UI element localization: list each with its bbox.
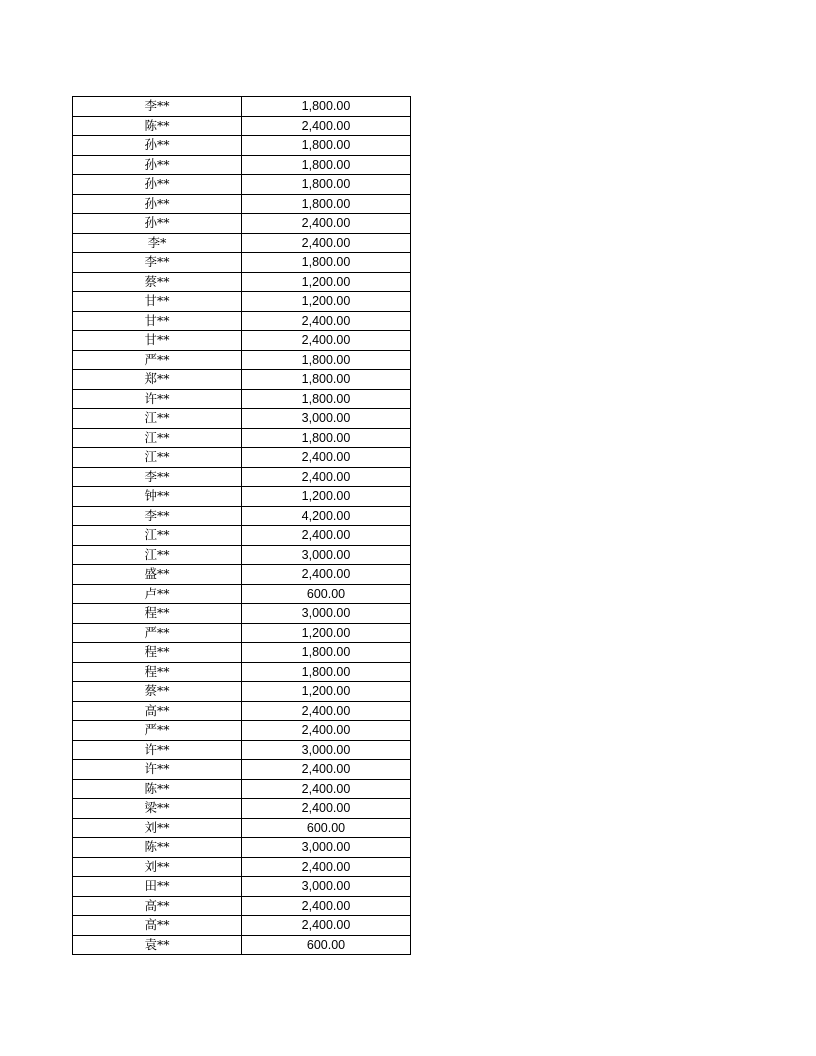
name-cell: 江** xyxy=(73,526,242,546)
table-row xyxy=(73,467,411,487)
name-cell: 钟** xyxy=(73,487,242,507)
amount-cell: 1,800.00 xyxy=(242,175,411,195)
name-cell: 刘** xyxy=(73,818,242,838)
amount-cell: 2,400.00 xyxy=(242,721,411,741)
name-cell: 许** xyxy=(73,389,242,409)
table-row xyxy=(73,487,411,507)
name-cell: 陈** xyxy=(73,779,242,799)
amount-cell: 1,800.00 xyxy=(242,350,411,370)
name-cell: 李* xyxy=(73,233,242,253)
table-row xyxy=(73,701,411,721)
amount-cell: 1,800.00 xyxy=(242,97,411,117)
amount-cell: 2,400.00 xyxy=(242,760,411,780)
amount-cell: 1,800.00 xyxy=(242,136,411,156)
name-cell: 甘** xyxy=(73,292,242,312)
table-row xyxy=(73,155,411,175)
table-row xyxy=(73,409,411,429)
name-cell: 李** xyxy=(73,506,242,526)
amount-cell: 3,000.00 xyxy=(242,877,411,897)
name-cell: 孙** xyxy=(73,175,242,195)
table-row xyxy=(73,935,411,955)
amount-cell: 1,800.00 xyxy=(242,370,411,390)
amount-cell: 1,800.00 xyxy=(242,194,411,214)
table-row xyxy=(73,818,411,838)
amount-cell: 600.00 xyxy=(242,935,411,955)
amount-cell: 2,400.00 xyxy=(242,331,411,351)
table-row xyxy=(73,721,411,741)
table-row xyxy=(73,740,411,760)
table-row xyxy=(73,545,411,565)
name-cell: 李** xyxy=(73,467,242,487)
name-cell: 高** xyxy=(73,916,242,936)
name-cell: 江** xyxy=(73,428,242,448)
name-cell: 梁** xyxy=(73,799,242,819)
amount-cell: 600.00 xyxy=(242,584,411,604)
table-row xyxy=(73,779,411,799)
table-row xyxy=(73,604,411,624)
table-row xyxy=(73,292,411,312)
amount-cell: 4,200.00 xyxy=(242,506,411,526)
name-cell: 袁** xyxy=(73,935,242,955)
amount-cell: 2,400.00 xyxy=(242,526,411,546)
name-cell: 程** xyxy=(73,662,242,682)
name-cell: 盛** xyxy=(73,565,242,585)
name-cell: 高** xyxy=(73,896,242,916)
table-row xyxy=(73,350,411,370)
amount-cell: 2,400.00 xyxy=(242,701,411,721)
name-cell: 程** xyxy=(73,643,242,663)
name-cell: 卢** xyxy=(73,584,242,604)
name-cell: 许** xyxy=(73,760,242,780)
amount-cell: 1,800.00 xyxy=(242,643,411,663)
table-row xyxy=(73,623,411,643)
amount-cell: 2,400.00 xyxy=(242,467,411,487)
name-cell: 高** xyxy=(73,701,242,721)
amount-cell: 2,400.00 xyxy=(242,214,411,234)
amount-cell: 2,400.00 xyxy=(242,448,411,468)
name-cell: 孙** xyxy=(73,194,242,214)
table-row xyxy=(73,428,411,448)
name-cell: 严** xyxy=(73,350,242,370)
table-row xyxy=(73,253,411,273)
name-cell: 陈** xyxy=(73,838,242,858)
table-row xyxy=(73,97,411,117)
table-row xyxy=(73,584,411,604)
amount-cell: 2,400.00 xyxy=(242,116,411,136)
table-row xyxy=(73,233,411,253)
table-row xyxy=(73,272,411,292)
table-row xyxy=(73,643,411,663)
payment-table-body xyxy=(73,97,411,955)
amount-cell: 1,800.00 xyxy=(242,155,411,175)
name-cell: 江** xyxy=(73,545,242,565)
table-row xyxy=(73,506,411,526)
name-cell: 许** xyxy=(73,740,242,760)
amount-cell: 2,400.00 xyxy=(242,896,411,916)
amount-cell: 2,400.00 xyxy=(242,311,411,331)
table-row xyxy=(73,116,411,136)
payment-table xyxy=(72,96,411,955)
amount-cell: 3,000.00 xyxy=(242,838,411,858)
name-cell: 江** xyxy=(73,448,242,468)
amount-cell: 1,800.00 xyxy=(242,253,411,273)
table-row xyxy=(73,194,411,214)
table-row xyxy=(73,565,411,585)
name-cell: 刘** xyxy=(73,857,242,877)
table-row xyxy=(73,857,411,877)
name-cell: 郑** xyxy=(73,370,242,390)
table-row xyxy=(73,448,411,468)
table-row xyxy=(73,682,411,702)
table-row xyxy=(73,214,411,234)
name-cell: 蔡** xyxy=(73,272,242,292)
amount-cell: 2,400.00 xyxy=(242,857,411,877)
name-cell: 江** xyxy=(73,409,242,429)
amount-cell: 2,400.00 xyxy=(242,799,411,819)
table-row xyxy=(73,136,411,156)
name-cell: 孙** xyxy=(73,214,242,234)
table-row xyxy=(73,389,411,409)
name-cell: 李** xyxy=(73,97,242,117)
table-row xyxy=(73,370,411,390)
amount-cell: 1,200.00 xyxy=(242,682,411,702)
amount-cell: 3,000.00 xyxy=(242,604,411,624)
table-row xyxy=(73,760,411,780)
table-row xyxy=(73,799,411,819)
name-cell: 甘** xyxy=(73,311,242,331)
amount-cell: 2,400.00 xyxy=(242,916,411,936)
table-row xyxy=(73,331,411,351)
name-cell: 严** xyxy=(73,721,242,741)
table-row xyxy=(73,175,411,195)
name-cell: 甘** xyxy=(73,331,242,351)
amount-cell: 1,200.00 xyxy=(242,292,411,312)
table-row xyxy=(73,311,411,331)
amount-cell: 1,800.00 xyxy=(242,662,411,682)
name-cell: 严** xyxy=(73,623,242,643)
name-cell: 蔡** xyxy=(73,682,242,702)
name-cell: 陈** xyxy=(73,116,242,136)
amount-cell: 3,000.00 xyxy=(242,409,411,429)
table-row xyxy=(73,916,411,936)
amount-cell: 2,400.00 xyxy=(242,779,411,799)
amount-cell: 2,400.00 xyxy=(242,233,411,253)
name-cell: 孙** xyxy=(73,155,242,175)
name-cell: 程** xyxy=(73,604,242,624)
name-cell: 孙** xyxy=(73,136,242,156)
amount-cell: 600.00 xyxy=(242,818,411,838)
amount-cell: 3,000.00 xyxy=(242,545,411,565)
table-row xyxy=(73,662,411,682)
amount-cell: 2,400.00 xyxy=(242,565,411,585)
name-cell: 田** xyxy=(73,877,242,897)
amount-cell: 1,800.00 xyxy=(242,389,411,409)
amount-cell: 1,800.00 xyxy=(242,428,411,448)
amount-cell: 1,200.00 xyxy=(242,487,411,507)
amount-cell: 1,200.00 xyxy=(242,623,411,643)
amount-cell: 3,000.00 xyxy=(242,740,411,760)
amount-cell: 1,200.00 xyxy=(242,272,411,292)
table-row xyxy=(73,896,411,916)
table-row xyxy=(73,526,411,546)
table-row xyxy=(73,838,411,858)
name-cell: 李** xyxy=(73,253,242,273)
table-row xyxy=(73,877,411,897)
